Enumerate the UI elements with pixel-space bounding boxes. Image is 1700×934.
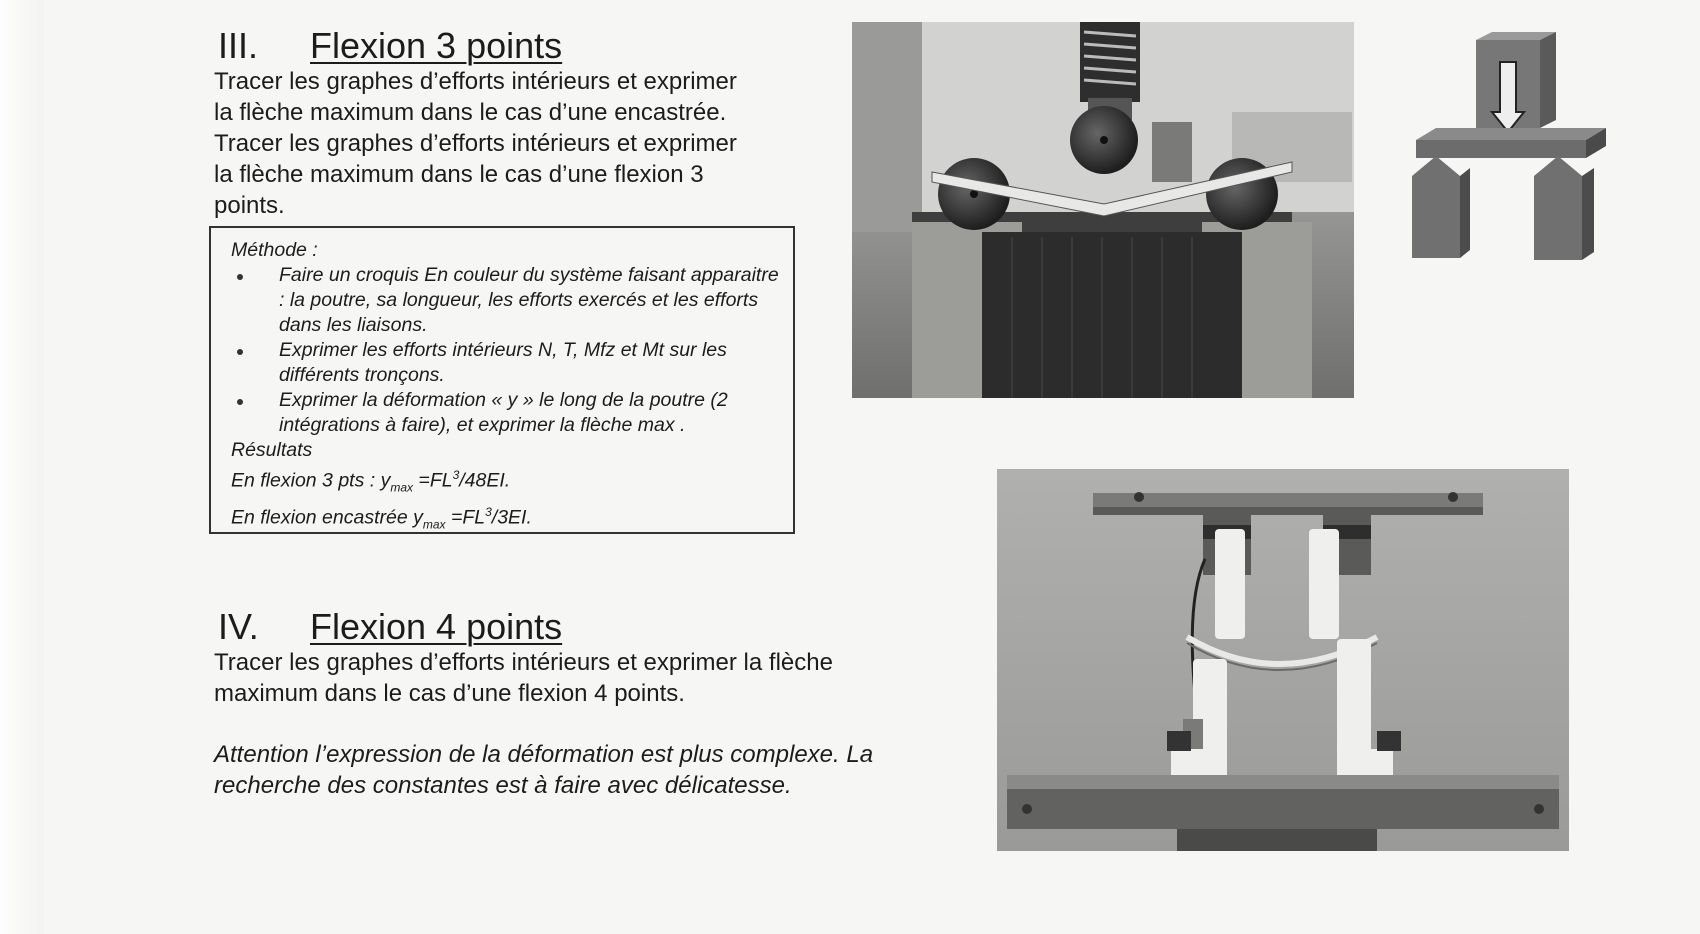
section-4-number: IV. (218, 606, 259, 647)
method-item: Faire un croquis En couleur du système faisant apparaitre : la poutre, sa longueur, les efforts exercés et les efforts dans les liaisons. (231, 263, 783, 338)
result-3-point-prefix: En flexion 3 pts : y (231, 469, 391, 492)
section-4-heading (218, 607, 562, 647)
section-3-heading (218, 26, 562, 66)
four-point-bending-photo-icon (997, 469, 1569, 851)
result-encastree-suffix: /3EI. (491, 506, 532, 529)
result-3-point (231, 463, 783, 500)
result-encastree-sup: 3 (485, 505, 492, 520)
section-3-title: Flexion 3 points (310, 25, 563, 66)
section-4-note (214, 739, 974, 801)
method-label: Méthode : (231, 239, 318, 261)
section-4-note-line: Attention l’expression de la déformation est plus complexe. La (214, 741, 874, 768)
result-encastree (231, 500, 783, 537)
section-3-line: la flèche maximum dans le cas d’une encastrée. (214, 99, 727, 126)
result-3-point-sub: max (390, 480, 414, 495)
result-3-point-mid: =FL (413, 469, 453, 492)
method-item: Exprimer la déformation « y » le long de la poutre (2 intégrations à faire), et exprimer la flèche max . (231, 388, 783, 438)
result-encastree-sub: max (422, 517, 446, 532)
section-3-line: Tracer les graphes d’efforts intérieurs et exprimer (214, 130, 737, 157)
section-3-line: Tracer les graphes d’efforts intérieurs et exprimer (214, 68, 737, 95)
page-edge (0, 0, 44, 934)
section-4-line: maximum dans le cas d’une flexion 4 points. (214, 680, 685, 707)
section-4-note-line: recherche des constantes est à faire avec délicatesse. (214, 772, 792, 799)
section-3-text (214, 66, 814, 221)
section-4-text (214, 647, 974, 709)
section-3-line: points. (214, 192, 285, 219)
three-point-bending-photo-icon (852, 22, 1354, 398)
result-encastree-prefix: En flexion encastrée y (231, 506, 423, 529)
section-3-number: III. (218, 25, 259, 66)
method-item: Exprimer les efforts intérieurs N, T, Mfz et Mt sur les différents tronçons. (231, 338, 783, 388)
result-3-point-sup: 3 (452, 468, 460, 482)
three-point-bending-diagram-icon (1406, 28, 1616, 278)
section-4-line: Tracer les graphes d’efforts intérieurs et exprimer la flèche (214, 649, 833, 676)
method-list (231, 263, 783, 438)
results-label: Résultats (231, 439, 313, 461)
section-3-line: la flèche maximum dans le cas d’une flexion 3 (214, 161, 704, 188)
result-encastree-mid: =FL (445, 506, 486, 529)
result-3-point-suffix: /48EI. (459, 469, 511, 492)
section-4-title: Flexion 4 points (310, 606, 563, 647)
method-box (209, 226, 795, 534)
